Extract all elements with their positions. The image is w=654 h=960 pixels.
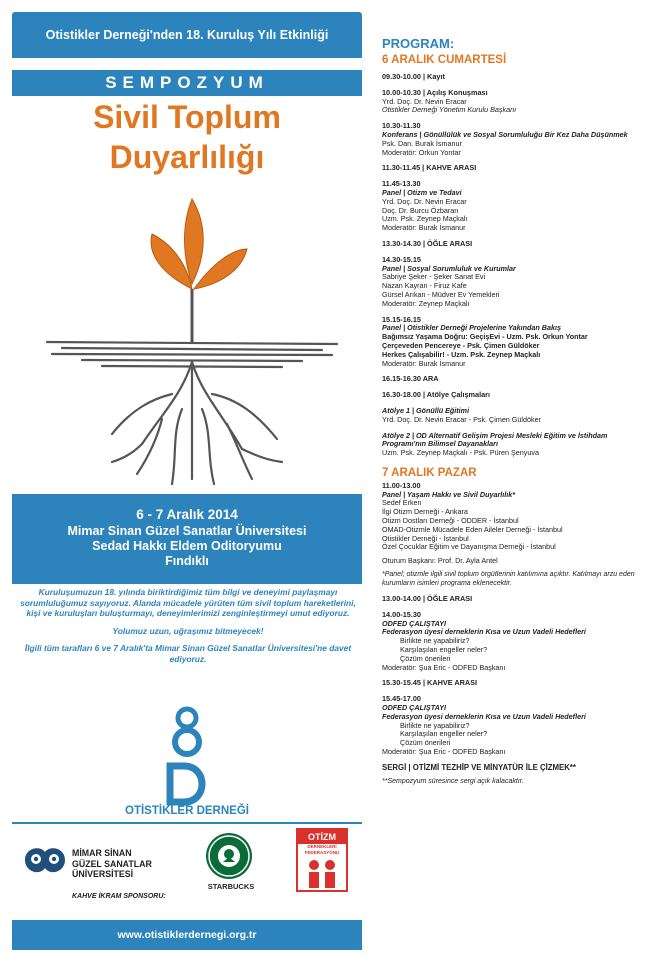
- website-link[interactable]: www.otistiklerdernegi.org.tr: [117, 929, 257, 941]
- msgsu-line-2: GÜZEL SANATLAR: [72, 858, 152, 869]
- leaf-top: [185, 199, 204, 284]
- venue-line-1: Mimar Sinan Güzel Sanatlar Üniversitesi: [67, 524, 307, 538]
- otizm-logo-title: OTİZM: [298, 830, 346, 844]
- program-item: 11.00-13.00 Panel | Yaşam Hakkı ve Sivil Duyarlılık* Sedef Erken İlgi Otizm Derneği - Ankara Otizm Dostları Derneği - ODDER - İstanbul OMAD-Otizmle Mücadele Eden Aileler Derneği - İstanbul Otistikler Derneği - İstanbul Özel Çocuklar Eğitim ve Dayanışma Derneği - İstanbul Oturum Başkanı: Prof. Dr. Ayla Antel *Panel; otizmle ilgili sivil toplum örgütlerinin katılımına açıktır. Katılmayı arzu eden kurumların isimleri programa eklenecektir.: [382, 480, 635, 587]
- plant-roots-illustration: [42, 194, 342, 489]
- program-item: 10.00-10.30 | Açılış Konuşması Yrd. Doç. Dr. Nevin Eracar Otistikler Derneği Yönetim Kurulu Başkanı: [382, 87, 517, 115]
- program-item: 16.30-18.00 | Atölye Çalışmaları: [382, 390, 491, 400]
- organization-name: OTİSTİKLER DERNEĞİ: [125, 805, 249, 817]
- program-item: 15.45-17.00 ODFED ÇALIŞTAYI Federasyon üyesi derneklerin Kısa ve Uzun Vadeli Hedefleri Birlikte ne yapabiliriz? Karşılaşılan engeller neler? Çözüm önerileri Moderatör: Şua Eric - ODFED Başkanı: [382, 694, 586, 757]
- poster-title: [12, 97, 362, 177]
- sempozyum-bar: SEMPOZYUM: [12, 70, 362, 96]
- poster-left-column: [12, 12, 362, 950]
- program-item: 11.45-13.30 Panel | Otizm ve Tedavi Yrd. Doç. Dr. Nevin Eracar Doç. Dr. Burcu Özbaran Uzm. Psk. Zeynep Maçkalı Moderatör: Burak İsmanur: [382, 179, 468, 233]
- sponsor-label-text: KAHVE İKRAM SPONSORU:: [72, 893, 166, 900]
- otizm-logo-subtitle: DERNEKLERİ FEDERASYONU: [304, 844, 340, 855]
- program-item: SERGİ | OTİZMİ TEZHİP VE MİNYATÜR İLE ÇİZMEK** **Sempozyum süresince sergi açık kalacaktır.: [382, 762, 576, 785]
- program-item: 14.00-15.30 ODFED ÇALIŞTAYI Federasyon üyesi derneklerin Kısa ve Uzun Vadeli Hedefleri Birlikte ne yapabiliriz? Karşılaşılan engeller neler? Çözüm önerileri Moderatör: Şua Eric - ODFED Başkanı: [382, 609, 586, 672]
- venue-line-2: Sedad Hakkı Eldem Oditoryumu: [92, 539, 282, 553]
- starbucks-wordmark: STARBUCKS: [207, 882, 255, 891]
- program-item: Atölye 2 | OD Alternatif Gelişim Projesi Mesleki Eğitim ve İstihdam Programı'nın Bilimsel Dayanakları Uzm. Psk. Zeynep Maçkalı - Psk. Püren Şenyuva: [382, 430, 608, 458]
- about-text: [18, 587, 358, 671]
- program-item: 15.30-15.45 | KAHVE ARASI: [382, 678, 478, 688]
- program-item: 14.30-15.15 Panel | Sosyal Sorumluluk ve Kurumlar Sabriye Şeker - Şeker Sanat Evi Nazan Kayran - Firuz Kafe Gürsel Arıkan - Müdver Ev Yemekleri Moderatör: Zeynep Maçkalı: [382, 254, 516, 308]
- free-entry-note: Sempozyum ücretsizdir. Katılım belgesi verilecektir.: [58, 568, 316, 580]
- program-item: Atölye 1 | Gönüllü Eğitimi Yrd. Doç. Dr. Nevin Eracar - Psk. Çimen Güldöker: [382, 405, 541, 424]
- program-item: 13.30-14.30 | ÖĞLE ARASI: [382, 238, 473, 248]
- program-item: 16.15-16.30 ARA: [382, 374, 439, 384]
- coffee-sponsor-label: [12, 893, 362, 900]
- otizm-dernekleri-federasyonu-logo: [296, 828, 348, 892]
- msgsu-name: [72, 848, 152, 880]
- otizm-figures-icon: [298, 855, 346, 893]
- program-item: 11.30-11.45 | KAHVE ARASI: [382, 163, 477, 173]
- roots: [112, 362, 282, 484]
- venue-line-3: Fındıklı: [165, 554, 209, 568]
- day-2-heading: 7 ARALIK PAZAR: [382, 466, 477, 479]
- title-line-1: Sivil Toplum: [93, 99, 281, 135]
- program-item: 10.30-11.30 Konferans | Gönüllülük ve Sosyal Sorumluluğu Bir Kez Daha Düşünmek Psk. Dan. Burak İsmanur Moderatör: Orkun Yontar: [382, 121, 628, 157]
- divider: [12, 822, 362, 824]
- about-paragraph-1: Kuruluşumuzun 18. yılında biriktirdiğimiz tüm bilgi ve deneyimi paylaşmayı sorumluluğumuz sayıyoruz. Alanda mücadele yürüten tüm sivil toplum hareketlerini, kişi ve kuruluşları buluşturmayı, deneyimlerimizi zenginleştirmeyi umut ediyoruz.: [20, 587, 356, 618]
- about-paragraph-2: Yolumuz uzun, uğraşımız bitmeyecek!: [112, 625, 264, 636]
- title-line-2: Duyarlılığı: [109, 139, 265, 175]
- about-paragraph-3: İlgili tüm tarafları 6 ve 7 Aralık'ta Mimar Sinan Güzel Sanatlar Üniversitesi'ne davet ediyoruz.: [24, 643, 352, 664]
- program-item: 09.30-10.00 | Kayıt: [382, 72, 445, 81]
- msgsu-line-1: MİMAR SİNAN: [72, 848, 132, 858]
- starbucks-logo-icon: [206, 833, 252, 879]
- website-bar: [12, 920, 362, 950]
- top-banner: Otistikler Derneği'nden 18. Kuruluş Yılı Etkinliği: [12, 12, 362, 58]
- event-dates: 6 - 7 Aralık 2014: [136, 507, 238, 522]
- day-1-heading: 6 ARALIK CUMARTESİ: [382, 54, 507, 66]
- program-item: 15.15-16.15 Panel | Otistikler Derneği Projelerine Yakından Bakış Bağımsız Yaşama Doğru: GeçişEvi - Uzm. Psk. Orkun Yontar Çerçeveden Pencereye - Psk. Çimen Güldöker Herkes Çalışabilir! - Uzm. Psk. Zeynep Maçkalı Moderatör: Burak İsmanur: [382, 314, 588, 368]
- program-column: [382, 36, 648, 786]
- msgsu-line-3: ÜNİVERSİTESİ: [72, 869, 134, 879]
- program-heading: PROGRAM:: [382, 36, 455, 51]
- program-item: 13.00-14.00 | ÖĞLE ARASI: [382, 594, 473, 604]
